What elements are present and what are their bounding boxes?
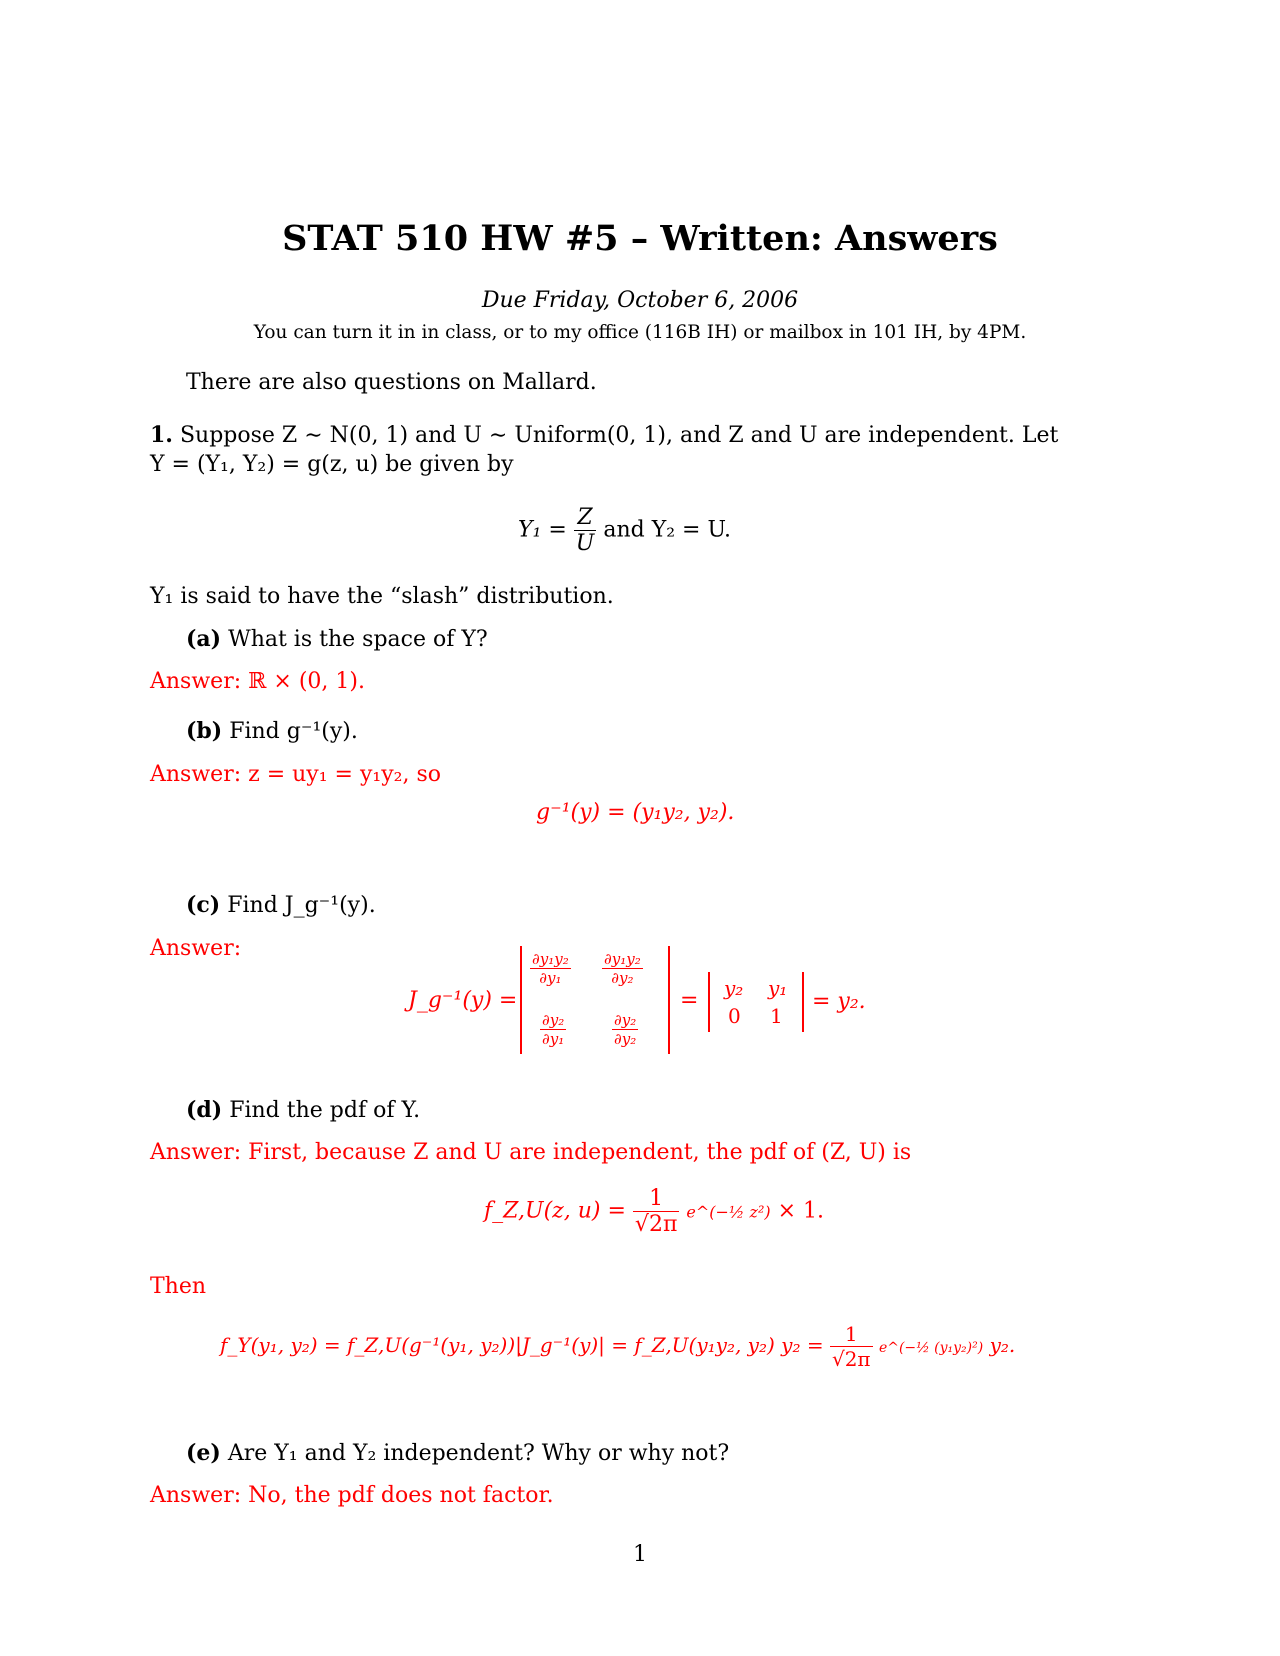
joint-den: √2π [634, 1212, 678, 1237]
part-c-label: (c) [186, 892, 221, 918]
page-title: STAT 510 HW #5 – Written: Answers [282, 218, 998, 259]
part-e-question [186, 1440, 729, 1466]
entry-21-den: ∂y₁ [542, 1030, 565, 1048]
part-e-answer: Answer: No, the pdf does not factor. [150, 1483, 554, 1508]
problem-statement-1: Suppose Z ∼ N(0, 1) and U ∼ Uniform(0, 1), and Z and U are independent. Let [179, 423, 1059, 448]
joint-pdf-equation [484, 1186, 824, 1237]
part-d-label: (d) [186, 1097, 223, 1123]
entry-11-den: ∂y₁ [539, 969, 562, 987]
pdf-exponent: e^(−½ (y₁y₂)²) [878, 1340, 984, 1356]
part-b-answer: Answer: z = uy₁ = y₁y₂, so [150, 762, 441, 787]
fraction-numerator: Z [574, 505, 597, 531]
det-bar-left [708, 972, 710, 1032]
pdf-fraction [830, 1322, 873, 1371]
matrix-bar-right [668, 946, 670, 1054]
joint-pdf-fraction [633, 1186, 679, 1237]
problem-statement-2: Y = (Y₁, Y₂) = g(z, u) be given by [150, 452, 514, 477]
det-entry-22: 1 [770, 1004, 783, 1028]
entry-22-num: ∂y₂ [614, 1011, 637, 1029]
due-date: Due Friday, October 6, 2006 [481, 288, 799, 313]
marginal-pdf-equation [220, 1322, 1015, 1371]
part-d-text: Find the pdf of Y. [229, 1098, 421, 1123]
part-a-question [186, 626, 488, 652]
part-e-label: (e) [186, 1440, 221, 1466]
entry-21-num: ∂y₂ [542, 1011, 565, 1029]
turn-in-instructions: You can turn it in in class, or to my office (116B IH) or mailbox in 101 IH, by 4PM. [253, 322, 1027, 343]
part-e-text: Are Y₁ and Y₂ independent? Why or why not? [227, 1441, 730, 1466]
part-b-text: Find g⁻¹(y). [229, 719, 358, 744]
entry-12-num: ∂y₁y₂ [604, 950, 641, 968]
then-text: Then [150, 1274, 207, 1299]
entry-22-den: ∂y₂ [614, 1030, 637, 1048]
joint-num: 1 [633, 1186, 679, 1212]
det-entry-12: y₁ [768, 976, 788, 1000]
matrix-bar-left [520, 946, 522, 1054]
joint-pdf-lhs: f_Z,U(z, u) = [484, 1198, 626, 1224]
jacobian-equals: = [680, 988, 699, 1013]
page-number: 1 [633, 1542, 647, 1567]
part-c-question [186, 892, 376, 918]
jacobian-result: = y₂. [812, 989, 866, 1014]
slash-note: Y₁ is said to have the “slash” distribution. [150, 584, 614, 609]
definition-lhs: Y₁ = [518, 517, 567, 543]
definition-fraction [574, 505, 597, 556]
matrix-entry-11 [530, 950, 571, 987]
part-b-display: g⁻¹(y) = (y₁y₂, y₂). [536, 800, 735, 825]
part-a-label: (a) [186, 626, 222, 652]
pdf-lhs: f_Y(y₁, y₂) = f_Z,U(g⁻¹(y₁, y₂))|J_g⁻¹(y)| = f_Z,U(y₁y₂, y₂) y₂ = [220, 1333, 824, 1357]
matrix-entry-21 [540, 1011, 566, 1048]
part-c-text: Find J_g⁻¹(y). [227, 893, 376, 918]
joint-tail: × 1. [777, 1198, 825, 1224]
entry-11-num: ∂y₁y₂ [532, 950, 569, 968]
det-entry-21: 0 [728, 1004, 741, 1028]
intro-text: There are also questions on Mallard. [186, 370, 597, 395]
entry-12-den: ∂y₂ [611, 969, 634, 987]
part-a-answer: Answer: ℝ × (0, 1). [150, 669, 365, 694]
jacobian-lhs: J_g⁻¹(y) = [408, 988, 518, 1013]
det-entry-11: y₂ [724, 976, 744, 1000]
part-d-question [186, 1097, 420, 1123]
part-b-question [186, 718, 358, 744]
joint-exponent: e^(−½ z²) [686, 1202, 771, 1222]
problem-number: 1. [150, 422, 173, 448]
det-bar-right [802, 972, 804, 1032]
part-c-answer: Answer: [150, 936, 242, 961]
part-b-label: (b) [186, 718, 223, 744]
pdf-den: √2π [831, 1347, 871, 1371]
matrix-entry-22 [612, 1011, 638, 1048]
matrix-entry-12 [602, 950, 643, 987]
pdf-tail: y₂. [989, 1333, 1016, 1357]
problem-1-line-1 [150, 422, 1058, 448]
pdf-num: 1 [830, 1322, 873, 1347]
fraction-denominator: U [575, 531, 595, 556]
part-d-answer: Answer: First, because Z and U are independent, the pdf of (Z, U) is [150, 1140, 912, 1165]
part-a-text: What is the space of Y? [228, 627, 488, 652]
definition-equation [518, 505, 731, 556]
definition-rest: and Y₂ = U. [603, 517, 731, 543]
